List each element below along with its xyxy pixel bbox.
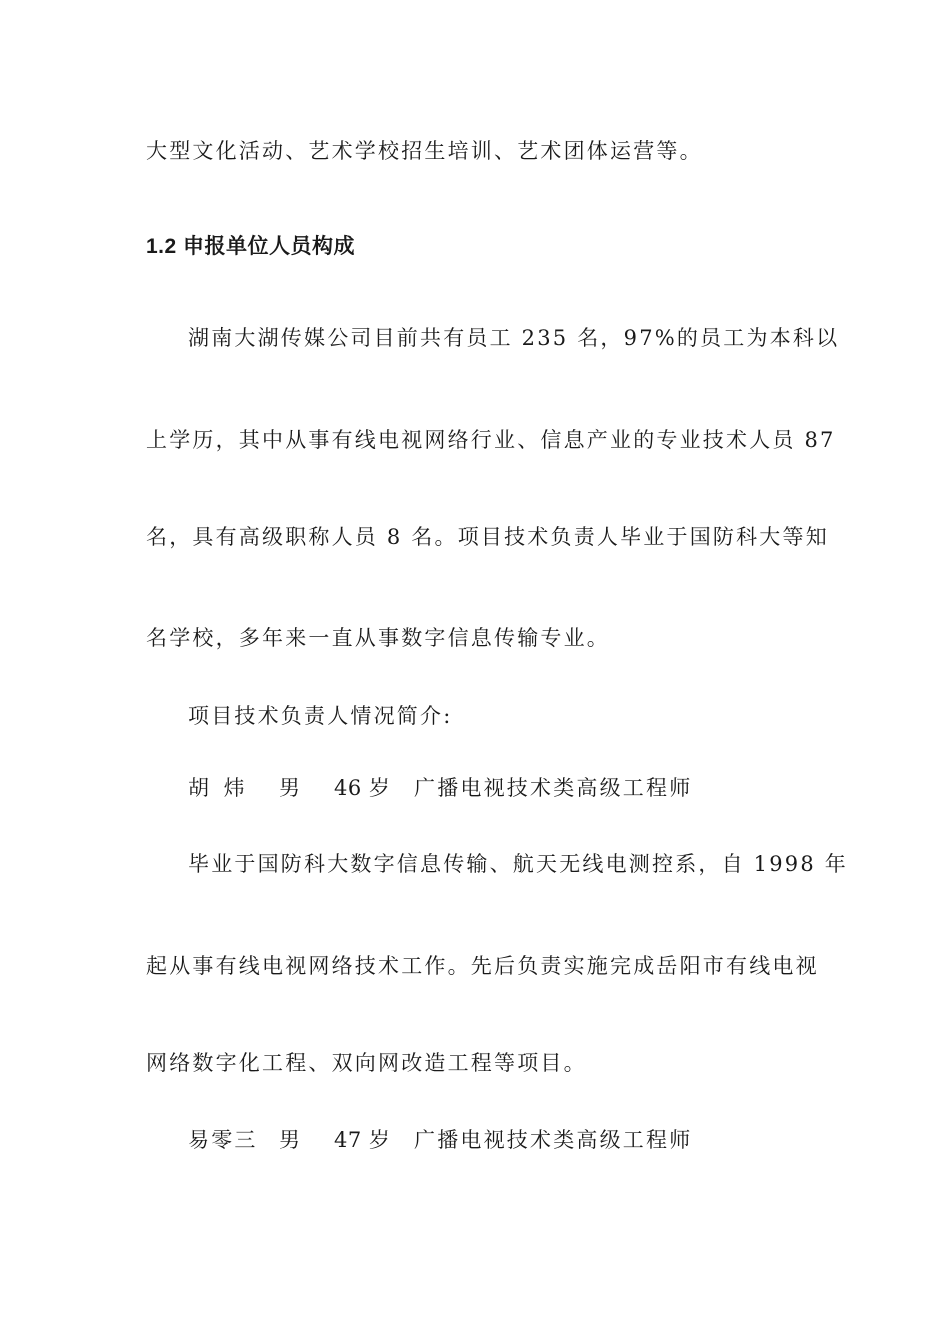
section-heading: 1.2 申报单位人员构成 [146, 235, 356, 258]
paragraph-line: 名学校，多年来一直从事数字信息传输专业。 [146, 626, 610, 650]
intro-tail-text: 大型文化活动、艺术学校招生培训、艺术团体运营等。 [146, 139, 703, 163]
person1-name: 胡 炜 [188, 776, 249, 800]
bio-line: 起从事有线电视网络技术工作。先后负责实施完成岳阳市有线电视 [146, 954, 819, 978]
person2-age: 47 岁 [334, 1128, 391, 1152]
person1-gender: 男 [279, 776, 303, 800]
person2-title: 广播电视技术类高级工程师 [414, 1128, 693, 1152]
paragraph-line: 湖南大湖传媒公司目前共有员工 235 名，97%的员工为本科以 [188, 326, 840, 350]
paragraph-line: 名，具有高级职称人员 8 名。项目技术负责人毕业于国防科大等知 [146, 525, 829, 549]
person1-title: 广播电视技术类高级工程师 [414, 776, 693, 800]
person1-age: 46 岁 [334, 776, 391, 800]
bio-line: 网络数字化工程、双向网改造工程等项目。 [146, 1051, 587, 1075]
person2-gender: 男 [279, 1128, 303, 1152]
person2-name: 易零三 [188, 1128, 258, 1152]
bio-line: 毕业于国防科大数字信息传输、航天无线电测控系，自 1998 年 [188, 852, 848, 876]
tech-lead-intro: 项目技术负责人情况简介: [188, 704, 453, 728]
paragraph-line: 上学历，其中从事有线电视网络行业、信息产业的专业技术人员 87 [146, 428, 836, 452]
